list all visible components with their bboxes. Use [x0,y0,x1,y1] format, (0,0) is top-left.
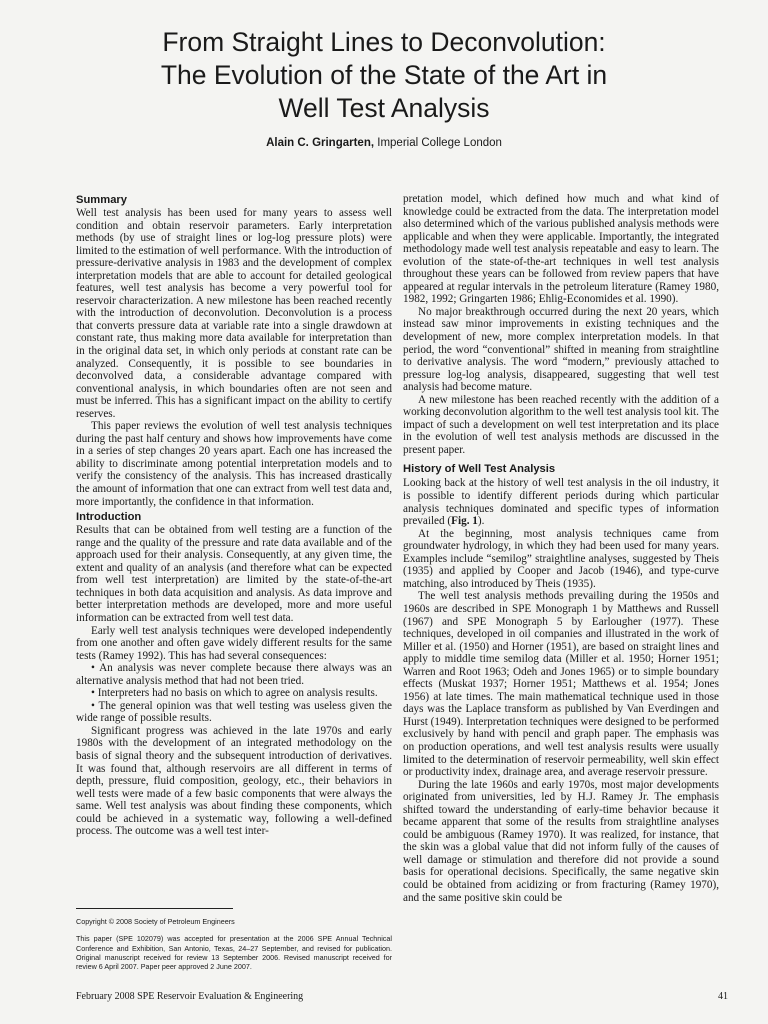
summary-paragraph: This paper reviews the evolution of well test analysis techniques during the past half century and shows how improvements have come in a series of step changes 20 years apart. Each one has increased the ability to discriminate among potential interpretation models and to verify the consistency of the analysis. This has increased drastically the amount of information that one can extract from well test data and, more importantly, the confidence in that information. [76,420,392,508]
author-affiliation: Imperial College London [377,137,502,149]
author-name: Alain C. Gringarten, [266,137,375,149]
paper-title [40,26,728,125]
author-line [0,137,768,149]
summary-paragraph: Well test analysis has been used for many years to assess well condition and obtain reservoir parameters. Early interpretation methods (by use of straight lines or log-log pressure plots) were limited to the estimation of well performance. With the introduction of pressure-derivative analysis in 1983 and the development of complex interpretation models that are able to account for detailed geological features, well test analysis has become a very powerful tool for reservoir characterization. A new milestone has been reached recently with the introduction of deconvolution. Deconvolution is a process that converts pressure data at variable rate into a single drawdown at constant rate, thus making more data available for interpretation than in the original data set, in which only periods at constant rate can be analyzed. Consequently, it is possible to see boundaries in deconvolved data, a considerable advantage compared with conventional analysis, in which boundaries often are not seen and must be inferred. This has a significant impact on the ability to certify reserves. [76,207,392,420]
intro-paragraph: Results that can be obtained from well testing are a function of the range and the quality of the pressure and rate data available and of the approach used for their analysis. Consequently, at any given time, the extent and quality of an analysis (and therefore what can be expected from well test interpretation) are limited by the state-of-the-art techniques in both data acquisition and analysis. As data improve and better interpretation methods are developed, more and more useful information can be extracted from well test data. [76,524,392,624]
bullet-item: • An analysis was never complete because there always was an alternative analysis method that had not been tried. [76,662,392,687]
history-heading: History of Well Test Analysis [403,463,556,476]
bullet-item: • Interpreters had no basis on which to agree on analysis results. [91,687,378,700]
body-paragraph: No major breakthrough occurred during the next 20 years, which instead saw minor improvements in existing techniques and the development of new, more complex interpretation models. In that period, the word “conventional” shifted in meaning from straightline to derivative analysis. The word “modern,” previously attached to pressure log-log analysis, disappeared, suggesting that well test analysis had become mature. [403,305,719,394]
history-text: Looking back at the history of well test analysis in the oil industry, it is possible to identify different periods during which particular analysis techniques dominated and specific types of information prevailed ( [403,477,719,528]
bullet-item: • The general opinion was that well testing was useless given the wide range of possible results. [76,699,392,725]
left-column [76,193,392,838]
paper-note: This paper (SPE 102079) was accepted for presentation at the 2006 SPE Annual Technical Conference and Exhibition, San Antonio, Texas, 24–27 September, and revised for publication. Original manuscript received for review 13 September 2006. Revised manuscript received for review 6 April 2007. Paper peer approved 2 June 2007. [76,934,392,972]
history-paragraph: During the late 1960s and early 1970s, most major developments originated from universities, led by H.J. Ramey Jr. The emphasis shifted toward the understanding of early-time behavior because it became apparent that some of the results from straightline analyses could be ambiguous (Ramey 1970). It was realized, for instance, that the skin was a global value that did not inform fully of the causes of well damage or stimulation and therefore did not provide a sound basis for operational decisions. Specifically, the same negative skin could be obtained from acidizing or from fracturing (Ramey 1970), and the same positive skin could be [403,778,719,904]
summary-heading: Summary [76,194,127,206]
history-text-end: ). [477,515,485,528]
intro-paragraph: Significant progress was achieved in the late 1970s and early 1980s with the development of an integrated methodology on the basis of signal theory and the subsequent introduction of derivatives. It was found that, although reservoirs are all different in terms of depth, pressure, fluid composition, geology, etc., their behaviors in well tests were made of a few basic components that were always the same. Well test analysis was about finding these components, which could be achieved in a systematic way, following a well-defined process. The outcome was a well test inter- [76,724,392,838]
title-line-1: From Straight Lines to Deconvolution: [162,27,606,57]
right-column [403,193,719,904]
footnotes [76,917,392,979]
history-paragraph: At the beginning, most analysis techniques came from groundwater hydrology, in which they had been used for many years. Examples include “semilog” straightline analyses, suggested by Theis (1935) and applied by Cooper and Jacob (1946), and type-curve matching, also introduced by Theis (1935). [403,527,719,590]
page-number: 41 [718,991,728,1002]
copyright-note: Copyright © 2008 Society of Petroleum Engineers [76,917,235,926]
journal-footer: February 2008 SPE Reservoir Evaluation & Engineering [76,991,304,1002]
introduction-heading: Introduction [76,511,142,524]
footnote-divider [76,908,233,909]
intro-paragraph: Early well test analysis techniques were developed independently from one another and often gave widely different results for the same tests (Ramey 1992). This has had several consequences: [76,624,392,662]
history-paragraph: The well test analysis methods prevailing during the 1950s and 1960s are described in SPE Monograph 1 by Matthews and Russell (1967) and SPE Monograph 5 by Earlougher (1977). These techniques, developed in oil companies and illustrated in the work of Miller et al. (1950) and Horner (1951), are based on straight lines and apply to middle time semilog data (Miller et al. 1950; Horner 1951; Warren and Root 1963; Odeh and Jones 1965) or to simple boundary effects (Muskat 1937; Horner 1951; Matthews et al. 1954; Jones 1956) at late times. The main mathematical technique used in those days was the Laplace transform as published by Van Everdingen and Hurst (1949). Interpretation techniques were designed to be performed exclusively by hand with pencil and graph paper. The emphasis was on production operations, and well test analysis results were usually limited to the determination of reservoir permeability, well skin effect or productivity index, drainage area, and average reservoir pressure. [403,590,719,779]
figure-reference[interactable]: Fig. 1 [451,515,478,528]
body-paragraph: A new milestone has been reached recently with the addition of a working deconvolution algorithm to the well test analysis tool kit. The impact of such a development on well test interpretation and its place in the evolution of well test analysis methods are discussed in the present paper. [403,393,719,456]
title-line-2: The Evolution of the State of the Art in [160,60,608,90]
history-paragraph [403,477,719,527]
body-paragraph: pretation model, which defined how much and what kind of knowledge could be extracted from the data. The interpretation model also determined which of the various published analysis methods were applicable and when they were applicable. Importantly, the integrated methodology made well test analysis repeatable and easy to learn. The evolution of the state-of-the-art techniques in well test analysis throughout these years can be followed from review papers that have appeared at regular intervals in the petroleum literature (Ramey 1980, 1982, 1992; Gringarten 1986; Ehlig-Economides et al. 1990). [403,193,719,306]
title-line-3: Well Test Analysis [278,93,490,123]
